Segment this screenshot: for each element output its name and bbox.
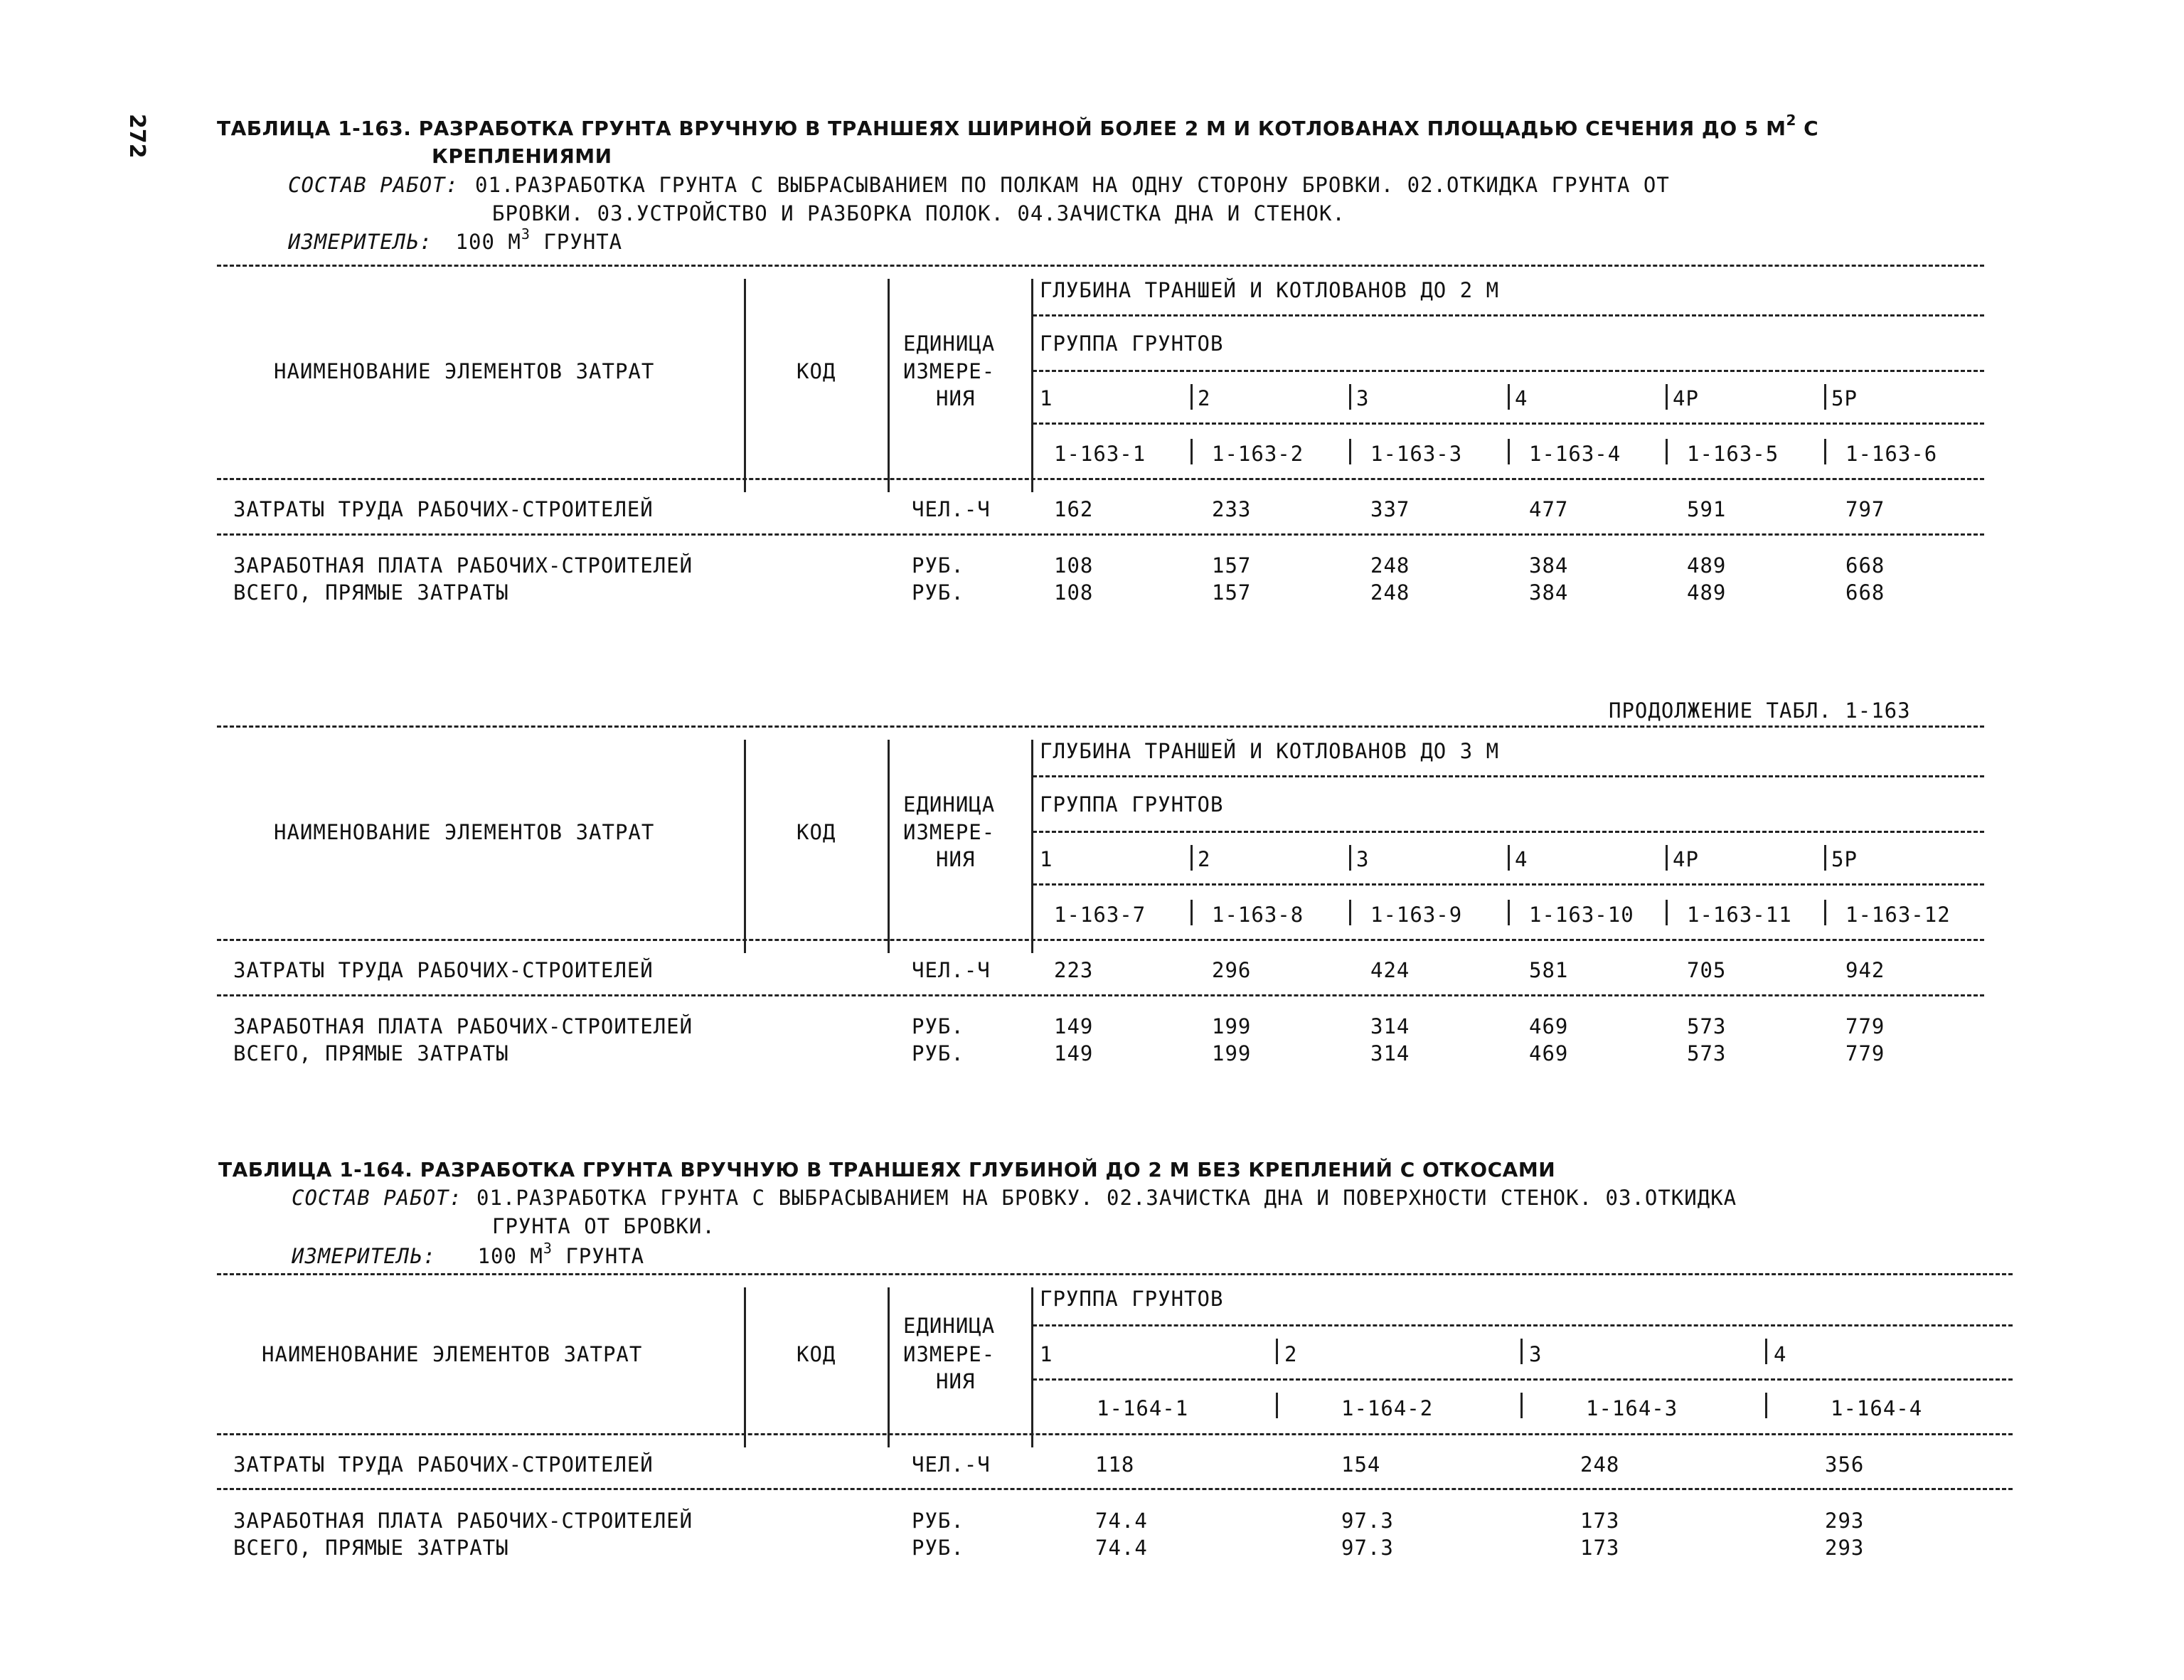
group-label: 4Р bbox=[1673, 386, 1699, 410]
row-name: ЗАТРАТЫ ТРУДА РАБОЧИХ-СТРОИТЕЛЕЙ bbox=[233, 958, 654, 982]
table-cell: 779 bbox=[1845, 1014, 1885, 1038]
unit-header-2: ИЗМЕРЕ- bbox=[903, 1342, 996, 1366]
row-unit: РУБ. bbox=[912, 1509, 964, 1533]
row-divider bbox=[217, 1488, 2013, 1490]
continuation-label: ПРОДОЛЖЕНИЕ ТАБЛ. 1-163 bbox=[1609, 698, 1911, 723]
code-sep bbox=[1824, 439, 1826, 464]
row-name: ЗАРАБОТНАЯ ПЛАТА РАБОЧИХ-СТРОИТЕЛЕЙ bbox=[233, 1509, 693, 1533]
table-cell: 248 bbox=[1370, 553, 1410, 578]
table-163-sostav-line2: БРОВКИ. 03.УСТРОЙСТВО И РАЗБОРКА ПОЛОК. 04.ЗАЧИСТКА ДНА И СТЕНОК. bbox=[492, 201, 1346, 225]
table-cell: 337 bbox=[1370, 497, 1410, 521]
code-label: 1-163-1 bbox=[1054, 442, 1146, 466]
depth-header: ГЛУБИНА ТРАНШЕЙ И КОТЛОВАНОВ ДО 3 М bbox=[1040, 739, 1500, 763]
izmeritel-sup: 3 bbox=[521, 225, 531, 243]
table-cell: 293 bbox=[1825, 1536, 1865, 1560]
row-name: ЗАТРАТЫ ТРУДА РАБОЧИХ-СТРОИТЕЛЕЙ bbox=[233, 1452, 654, 1477]
table-cell: 97.3 bbox=[1341, 1536, 1394, 1560]
code-label: 1-163-3 bbox=[1370, 442, 1463, 466]
table-cell: 149 bbox=[1054, 1014, 1094, 1038]
group-label: 4 bbox=[1774, 1342, 1787, 1366]
table-cell: 173 bbox=[1580, 1536, 1620, 1560]
code-label: 1-163-7 bbox=[1054, 903, 1146, 927]
soil-group-header: ГРУППА ГРУНТОВ bbox=[1040, 1287, 1224, 1311]
code-sep bbox=[1508, 900, 1510, 925]
header-divider bbox=[1033, 1324, 2013, 1327]
col-sep-unit bbox=[1031, 740, 1033, 953]
table-164-sostav-line2: ГРУНТА ОТ БРОВКИ. bbox=[492, 1214, 715, 1238]
table-163-sostav-line1: 01.РАЗРАБОТКА ГРУНТА С ВЫБРАСЫВАНИЕМ ПО ПОЛКАМ НА ОДНУ СТОРОНУ БРОВКИ. 02.ОТКИДКА ГРУНТА ОТ bbox=[475, 173, 1670, 197]
code-sep bbox=[1666, 900, 1668, 925]
table-top-border bbox=[217, 725, 1984, 728]
table-cell: 296 bbox=[1212, 958, 1252, 982]
table-cell: 293 bbox=[1825, 1509, 1865, 1533]
group-sep bbox=[1190, 845, 1193, 871]
group-sep bbox=[1666, 845, 1668, 871]
col-sep-code bbox=[888, 279, 890, 492]
izmeritel-label: ИЗМЕРИТЕЛЬ: bbox=[292, 1244, 437, 1268]
code-sep bbox=[1520, 1393, 1523, 1418]
code-sep bbox=[1824, 900, 1826, 925]
code-sep bbox=[1276, 1393, 1278, 1418]
table-top-border bbox=[217, 1273, 2013, 1275]
unit-header-3: НИЯ bbox=[936, 847, 976, 871]
table-163-title-line2: КРЕПЛЕНИЯМИ bbox=[432, 144, 612, 168]
group-label: 3 bbox=[1529, 1342, 1543, 1366]
code-label: 1-163-2 bbox=[1212, 442, 1304, 466]
group-sep bbox=[1824, 845, 1826, 871]
table-163-sostav-label: СОСТАВ РАБОТ: bbox=[288, 173, 459, 197]
table-cell: 199 bbox=[1212, 1014, 1252, 1038]
unit-header-1: ЕДИНИЦА bbox=[903, 1314, 996, 1338]
row-unit: РУБ. bbox=[912, 1536, 964, 1560]
code-label: 1-164-3 bbox=[1586, 1396, 1678, 1420]
group-label: 1 bbox=[1040, 847, 1053, 871]
group-label: 2 bbox=[1198, 847, 1211, 871]
group-label: 4 bbox=[1515, 386, 1528, 410]
row-divider bbox=[217, 994, 1984, 996]
table-cell: 581 bbox=[1529, 958, 1569, 982]
code-label: 1-163-5 bbox=[1687, 442, 1779, 466]
group-sep bbox=[1666, 384, 1668, 410]
code-col-header: КОД bbox=[797, 820, 836, 844]
row-unit: ЧЕЛ.-Ч bbox=[912, 1452, 991, 1477]
table-cell: 384 bbox=[1529, 580, 1569, 605]
group-sep bbox=[1508, 845, 1510, 871]
unit-header-2: ИЗМЕРЕ- bbox=[903, 359, 996, 383]
row-divider bbox=[217, 533, 1984, 536]
group-sep bbox=[1349, 384, 1351, 410]
table-163-title-sup: 2 bbox=[1786, 112, 1796, 129]
code-sep bbox=[1508, 439, 1510, 464]
table-cell: 173 bbox=[1580, 1509, 1620, 1533]
row-unit: ЧЕЛ.-Ч bbox=[912, 958, 991, 982]
table-cell: 248 bbox=[1370, 580, 1410, 605]
unit-header-3: НИЯ bbox=[936, 386, 976, 410]
group-sep bbox=[1190, 384, 1193, 410]
table-cell: 233 bbox=[1212, 497, 1252, 521]
code-label: 1-163-4 bbox=[1529, 442, 1621, 466]
row-unit: РУБ. bbox=[912, 553, 964, 578]
table-cell: 157 bbox=[1212, 553, 1252, 578]
table-cell: 356 bbox=[1825, 1452, 1865, 1477]
table-cell: 668 bbox=[1845, 580, 1885, 605]
table-163-izmeritel bbox=[288, 225, 623, 254]
group-sep bbox=[1276, 1339, 1278, 1364]
group-label: 1 bbox=[1040, 386, 1053, 410]
table-163-title-text: ТАБЛИЦА 1-163. РАЗРАБОТКА ГРУНТА ВРУЧНУЮ В ТРАНШЕЯХ ШИРИНОЙ БОЛЕЕ 2 М И КОТЛОВАНАХ ПЛОЩАДЬЮ СЕЧЕНИЯ ДО 5 М bbox=[217, 117, 1786, 140]
izmeritel-pre: 100 М bbox=[477, 1244, 543, 1268]
group-sep bbox=[1520, 1339, 1523, 1364]
izmeritel-pre: 100 М bbox=[455, 230, 521, 254]
code-label: 1-163-6 bbox=[1845, 442, 1938, 466]
group-label: 5Р bbox=[1831, 386, 1858, 410]
col-sep-code bbox=[888, 1287, 890, 1447]
table-cell: 384 bbox=[1529, 553, 1569, 578]
code-col-header: КОД bbox=[797, 359, 836, 383]
col-sep-unit bbox=[1031, 279, 1033, 492]
table-cell: 154 bbox=[1341, 1452, 1381, 1477]
table-cell: 314 bbox=[1370, 1041, 1410, 1065]
group-sep bbox=[1824, 384, 1826, 410]
group-sep bbox=[1765, 1339, 1767, 1364]
group-label: 2 bbox=[1284, 1342, 1298, 1366]
table-164-sostav-line1: 01.РАЗРАБОТКА ГРУНТА С ВЫБРАСЫВАНИЕМ НА БРОВКУ. 02.ЗАЧИСТКА ДНА И ПОВЕРХНОСТИ СТЕНОК. 03.ОТКИДКА bbox=[476, 1186, 1737, 1210]
header-divider bbox=[1033, 422, 1984, 425]
row-unit: РУБ. bbox=[912, 580, 964, 605]
table-cell: 591 bbox=[1687, 497, 1727, 521]
soil-group-header: ГРУППА ГРУНТОВ bbox=[1040, 792, 1224, 817]
table-cell: 489 bbox=[1687, 580, 1727, 605]
group-sep bbox=[1508, 384, 1510, 410]
code-label: 1-163-8 bbox=[1212, 903, 1304, 927]
col-sep-name bbox=[744, 1287, 746, 1447]
table-164-title: ТАБЛИЦА 1-164. РАЗРАБОТКА ГРУНТА ВРУЧНУЮ В ТРАНШЕЯХ ГЛУБИНОЙ ДО 2 М БЕЗ КРЕПЛЕНИЙ С ОТКОСАМИ bbox=[218, 1158, 1556, 1181]
row-name: ЗАТРАТЫ ТРУДА РАБОЧИХ-СТРОИТЕЛЕЙ bbox=[233, 497, 654, 521]
col-sep-code bbox=[888, 740, 890, 953]
table-cell: 424 bbox=[1370, 958, 1410, 982]
izmeritel-post: ГРУНТА bbox=[552, 1244, 645, 1268]
table-cell: 573 bbox=[1687, 1014, 1727, 1038]
izmeritel-label: ИЗМЕРИТЕЛЬ: bbox=[288, 230, 433, 254]
table-cell: 149 bbox=[1054, 1041, 1094, 1065]
unit-header-1: ЕДИНИЦА bbox=[903, 331, 996, 356]
table-cell: 97.3 bbox=[1341, 1509, 1394, 1533]
code-sep bbox=[1765, 1393, 1767, 1418]
table-cell: 162 bbox=[1054, 497, 1094, 521]
table-cell: 74.4 bbox=[1095, 1536, 1148, 1560]
page-number: 272 bbox=[124, 114, 149, 159]
group-label: 5Р bbox=[1831, 847, 1858, 871]
code-label: 1-163-9 bbox=[1370, 903, 1463, 927]
header-divider bbox=[1033, 314, 1984, 317]
table-cell: 573 bbox=[1687, 1041, 1727, 1065]
table-cell: 477 bbox=[1529, 497, 1569, 521]
group-label: 3 bbox=[1356, 386, 1370, 410]
header-bottom-border bbox=[217, 1433, 2013, 1435]
name-col-header: НАИМЕНОВАНИЕ ЭЛЕМЕНТОВ ЗАТРАТ bbox=[262, 1342, 643, 1366]
row-name: ЗАРАБОТНАЯ ПЛАТА РАБОЧИХ-СТРОИТЕЛЕЙ bbox=[233, 1014, 693, 1038]
table-cell: 668 bbox=[1845, 553, 1885, 578]
name-col-header: НАИМЕНОВАНИЕ ЭЛЕМЕНТОВ ЗАТРАТ bbox=[274, 820, 655, 844]
col-sep-unit bbox=[1031, 1287, 1033, 1447]
izmeritel-sup: 3 bbox=[543, 1240, 553, 1257]
table-164-izmeritel bbox=[292, 1240, 645, 1268]
unit-header-3: НИЯ bbox=[936, 1369, 976, 1393]
row-name: ВСЕГО, ПРЯМЫЕ ЗАТРАТЫ bbox=[233, 580, 509, 605]
name-col-header: НАИМЕНОВАНИЕ ЭЛЕМЕНТОВ ЗАТРАТ bbox=[274, 359, 655, 383]
header-divider bbox=[1033, 370, 1984, 372]
table-cell: 108 bbox=[1054, 553, 1094, 578]
code-label: 1-164-2 bbox=[1341, 1396, 1434, 1420]
code-sep bbox=[1349, 900, 1351, 925]
row-unit: ЧЕЛ.-Ч bbox=[912, 497, 991, 521]
depth-header: ГЛУБИНА ТРАНШЕЙ И КОТЛОВАНОВ ДО 2 М bbox=[1040, 278, 1500, 302]
table-cell: 705 bbox=[1687, 958, 1727, 982]
unit-header-2: ИЗМЕРЕ- bbox=[903, 820, 996, 844]
table-top-border bbox=[217, 265, 1984, 267]
table-cell: 469 bbox=[1529, 1014, 1569, 1038]
group-label: 4 bbox=[1515, 847, 1528, 871]
code-sep bbox=[1666, 439, 1668, 464]
header-divider bbox=[1033, 831, 1984, 833]
table-cell: 108 bbox=[1054, 580, 1094, 605]
table-cell: 942 bbox=[1845, 958, 1885, 982]
code-sep bbox=[1190, 900, 1193, 925]
table-cell: 779 bbox=[1845, 1041, 1885, 1065]
table-cell: 118 bbox=[1095, 1452, 1135, 1477]
col-sep-name bbox=[744, 279, 746, 492]
row-name: ЗАРАБОТНАЯ ПЛАТА РАБОЧИХ-СТРОИТЕЛЕЙ bbox=[233, 553, 693, 578]
group-sep bbox=[1349, 845, 1351, 871]
group-label: 4Р bbox=[1673, 847, 1699, 871]
table-cell: 223 bbox=[1054, 958, 1094, 982]
table-cell: 469 bbox=[1529, 1041, 1569, 1065]
group-label: 2 bbox=[1198, 386, 1211, 410]
soil-group-header: ГРУППА ГРУНТОВ bbox=[1040, 331, 1224, 356]
col-sep-name bbox=[744, 740, 746, 953]
header-divider bbox=[1033, 775, 1984, 777]
code-sep bbox=[1349, 439, 1351, 464]
group-label: 3 bbox=[1356, 847, 1370, 871]
table-164-sostav-label: СОСТАВ РАБОТ: bbox=[292, 1186, 462, 1210]
table-163-title bbox=[217, 112, 1819, 140]
header-bottom-border bbox=[217, 939, 1984, 941]
group-label: 1 bbox=[1040, 1342, 1053, 1366]
row-name: ВСЕГО, ПРЯМЫЕ ЗАТРАТЫ bbox=[233, 1041, 509, 1065]
table-cell: 248 bbox=[1580, 1452, 1620, 1477]
unit-header-1: ЕДИНИЦА bbox=[903, 792, 996, 817]
code-label: 1-163-12 bbox=[1845, 903, 1951, 927]
table-cell: 489 bbox=[1687, 553, 1727, 578]
table-cell: 199 bbox=[1212, 1041, 1252, 1065]
header-divider bbox=[1033, 1378, 2013, 1381]
code-label: 1-163-10 bbox=[1529, 903, 1634, 927]
row-unit: РУБ. bbox=[912, 1041, 964, 1065]
row-name: ВСЕГО, ПРЯМЫЕ ЗАТРАТЫ bbox=[233, 1536, 509, 1560]
table-cell: 157 bbox=[1212, 580, 1252, 605]
table-cell: 314 bbox=[1370, 1014, 1410, 1038]
table-cell: 797 bbox=[1845, 497, 1885, 521]
header-bottom-border bbox=[217, 478, 1984, 480]
izmeritel-post: ГРУНТА bbox=[530, 230, 623, 254]
code-label: 1-163-11 bbox=[1687, 903, 1792, 927]
header-divider bbox=[1033, 883, 1984, 886]
code-label: 1-164-4 bbox=[1831, 1396, 1923, 1420]
code-col-header: КОД bbox=[797, 1342, 836, 1366]
code-sep bbox=[1190, 439, 1193, 464]
row-unit: РУБ. bbox=[912, 1014, 964, 1038]
table-163-title-end: С bbox=[1796, 117, 1819, 140]
table-cell: 74.4 bbox=[1095, 1509, 1148, 1533]
code-label: 1-164-1 bbox=[1097, 1396, 1189, 1420]
